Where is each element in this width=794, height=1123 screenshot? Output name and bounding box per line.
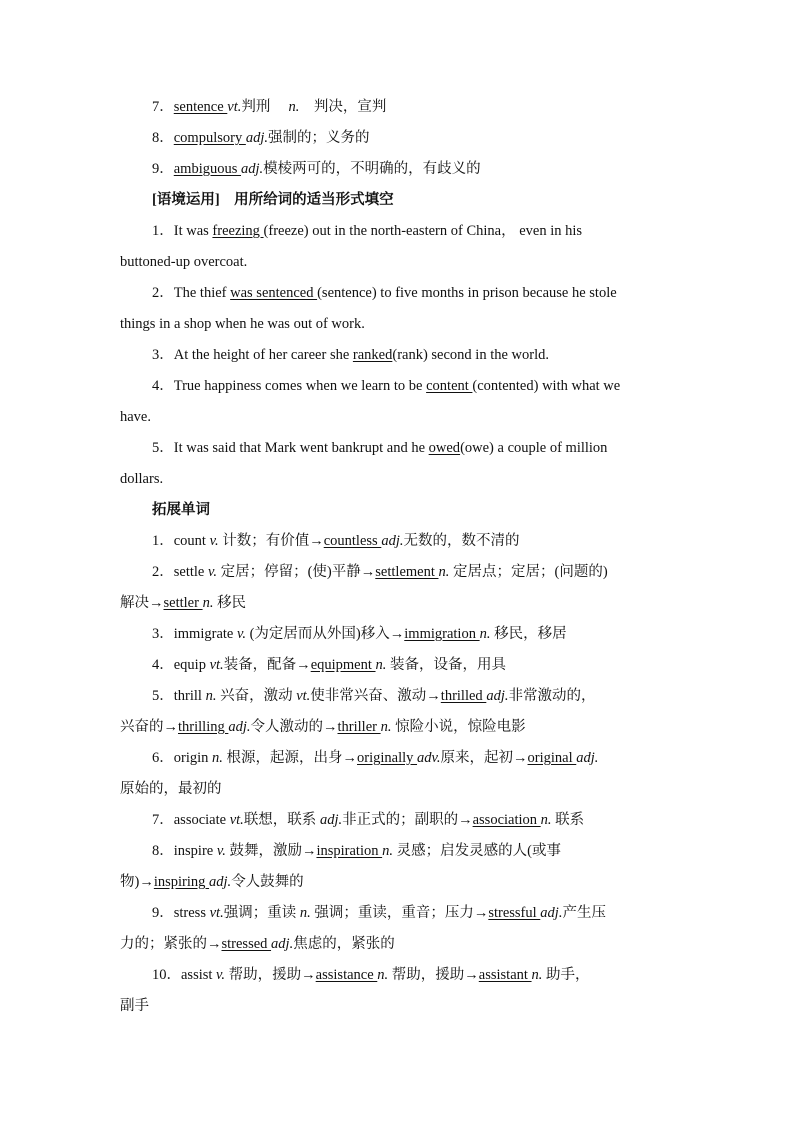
answer-blank: stressful [488,905,541,921]
fill-item-2-line-1: 2．The thief was sentenced (sentence) to five months in prison because he stole [152,285,617,301]
part-of-speech: adj. [209,874,232,890]
text-segment: 2．settle [152,564,208,580]
text-segment: 1．count [152,533,210,549]
part-of-speech: n. [438,564,450,580]
text-segment: (为定居而从外国)移入→ [245,626,405,642]
answer-blank: immigration [404,626,480,642]
part-of-speech: n. [531,967,543,983]
part-of-speech: adj. [381,533,404,549]
answer-blank: assistance [315,967,378,983]
part-of-speech: vt. [296,688,311,704]
part-of-speech: adv. [417,750,441,766]
text-segment: 根源，起源，出身→ [222,750,358,766]
answer-blank: thrilled [440,688,487,704]
answer-blank: thrilling [178,719,229,735]
extend-line [120,929,676,960]
answer-blank: settlement [375,564,439,580]
text-segment: 强调；重读，重音；压力→ [310,905,489,921]
extend-word-list [120,526,676,1022]
text-segment: 兴奋，激动 [216,688,297,704]
text-segment: 助手， [542,967,590,983]
part-of-speech: v. [216,843,226,859]
extend-line [120,526,676,557]
fill-item-2-line-2: things in a shop when he was out of work. [120,316,365,332]
answer-blank: stressed [221,936,272,952]
part-of-speech: n. [375,657,387,673]
extend-line [120,619,676,650]
part-of-speech: v. [236,626,246,642]
text-segment: 7．associate [152,812,230,828]
part-of-speech: n. [377,967,389,983]
extend-line [120,588,676,619]
extend-line [120,557,676,588]
text-segment: 计数；有价值→ [218,533,324,549]
part-of-speech: n. [205,688,217,704]
part-of-speech: vt. [227,99,242,115]
part-of-speech: adj. [245,130,268,146]
answer-blank: assistant [478,967,532,983]
text-segment: 强调；重读 [223,905,300,921]
answer-blank: sentence [173,99,228,115]
extend-line [120,712,676,743]
part-of-speech: n. [202,595,214,611]
text-segment: 10．assist [152,967,217,983]
answer-blank: was sentenced [230,285,318,301]
vocab-item-9 [120,154,676,185]
part-of-speech: n. [288,99,300,115]
extend-line [120,836,676,867]
fill-item-5-line-2: dollars. [120,471,164,487]
text-segment: 无数的，数不清的 [403,533,520,549]
extend-line [120,805,676,836]
definition: 判刑 [241,99,285,115]
text-segment: 物)→ [120,874,154,890]
extend-line [120,991,676,1022]
text-segment: 定居；停留；(使)平静→ [216,564,376,580]
text-segment: 定居点；定居；(问题的) [449,564,608,580]
part-of-speech: adj. [241,161,264,177]
answer-blank: ambiguous [173,161,242,177]
item-number: 8． [152,130,174,146]
part-of-speech: adj. [540,905,563,921]
text-segment: 产生压 [562,905,606,921]
text-segment: 惊险小说，惊险电影 [391,719,526,735]
text-segment: 帮助，援助→ [388,967,479,983]
answer-blank: inspiration [316,843,383,859]
text-segment: 令人激动的→ [250,719,338,735]
part-of-speech: adj. [576,750,599,766]
text-segment: 焦虑的，紧张的 [293,936,395,952]
answer-blank: content [426,378,473,394]
text-segment: 装备，配备→ [223,657,311,673]
fill-item-1-line-1: 1．It was freezing (freeze) out in the north-eastern of China， even in his [152,223,583,239]
part-of-speech: vt. [209,657,224,673]
section-heading-context: [语境运用] 用所给词的适当形式填空 [152,192,394,208]
part-of-speech: vt. [229,812,244,828]
extend-line [120,867,676,898]
part-of-speech: n. [299,905,311,921]
answer-blank: originally [357,750,418,766]
answer-blank: original [527,750,577,766]
text-segment: 3．immigrate [152,626,237,642]
answer-blank: ranked [352,347,393,363]
text-segment: 非常激动的， [508,688,596,704]
part-of-speech: vt. [209,905,224,921]
text-segment: 原始的，最初的 [120,781,222,797]
text-segment: 联系 [551,812,585,828]
text-segment: 4．equip [152,657,210,673]
section-heading-extend: 拓展单词 [152,502,210,518]
answer-blank: inspiring [153,874,210,890]
part-of-speech: v. [209,533,219,549]
extend-line [120,898,676,929]
fill-item-4-line-2: have. [120,409,151,425]
text-segment: 令人鼓舞的 [231,874,304,890]
text-segment: 非正式的；副职的→ [342,812,473,828]
text-segment: 灵感；启发灵感的人(或事 [393,843,561,859]
answer-blank: compulsory [173,130,246,146]
part-of-speech: adj. [228,719,251,735]
part-of-speech: v. [207,564,217,580]
text-segment: 兴奋的→ [120,719,178,735]
text-segment: 鼓舞，激励→ [225,843,317,859]
extend-line [120,960,676,991]
fill-item-4-line-1: 4．True happiness comes when we learn to be content (contented) with what we [152,378,621,394]
extend-line [120,774,676,805]
answer-blank: settler [163,595,203,611]
answer-blank: owed [428,440,461,456]
part-of-speech: n. [212,750,223,766]
vocab-item-8 [120,123,676,154]
item-number: 9． [152,161,174,177]
text-segment: 移民，移居 [490,626,567,642]
part-of-speech: adj. [486,688,509,704]
part-of-speech: n. [479,626,491,642]
definition: 判决，宣判 [313,99,387,115]
fill-item-1-line-2: buttoned-up overcoat. [120,254,248,270]
definition: 模棱两可的，不明确的，有歧义的 [263,161,481,177]
part-of-speech: v. [216,967,226,983]
document-content [120,92,676,1022]
part-of-speech: n. [382,843,393,859]
answer-blank: countless [323,533,382,549]
text-segment: 力的；紧张的→ [120,936,222,952]
text-segment: 副手 [120,998,149,1014]
text-segment: 装备，设备，用具 [386,657,507,673]
item-number: 7． [152,99,174,115]
text-segment: 6．origin [152,750,213,766]
text-segment: 移民 [213,595,247,611]
extend-line [120,681,676,712]
answer-blank: thriller [337,719,381,735]
part-of-speech: adj. [319,812,343,828]
part-of-speech: n. [540,812,552,828]
fill-item-3-line-1: 3．At the height of her career she ranked(rank) second in the world. [152,347,549,363]
answer-blank: freezing [212,223,264,239]
part-of-speech: n. [380,719,392,735]
text-segment: 5．thrill [152,688,206,704]
text-segment: 原来，起初→ [440,750,528,766]
extend-line [120,743,676,774]
text-segment: 8．inspire [152,843,217,859]
text-segment: 解决→ [120,595,164,611]
extend-line [120,650,676,681]
part-of-speech: adj. [271,936,294,952]
definition: 强制的；义务的 [268,130,370,146]
text-segment: 使非常兴奋、激动→ [310,688,441,704]
text-segment: 联想，联系 [243,812,320,828]
fill-item-5-line-1: 5．It was said that Mark went bankrupt and he owed(owe) a couple of million [152,440,608,456]
answer-blank: equipment [310,657,376,673]
text-segment: 9．stress [152,905,210,921]
vocab-item-7 [120,92,676,123]
text-segment: 帮助，援助→ [225,967,316,983]
answer-blank: association [472,812,541,828]
